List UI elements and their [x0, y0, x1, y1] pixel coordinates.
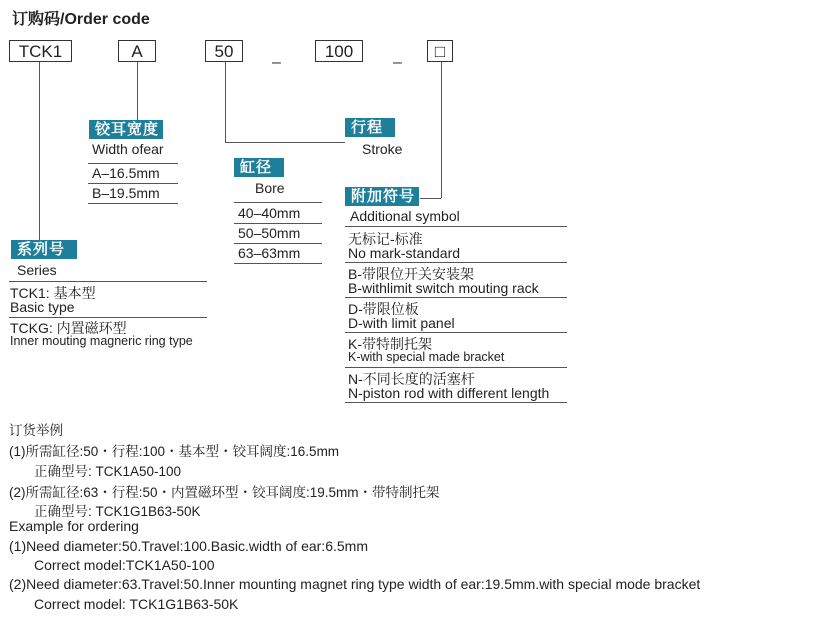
example-en-line: (1)Need diameter:50.Travel:100.Basic.width of ear:6.5mm [9, 538, 368, 554]
divider [345, 297, 567, 298]
additional-tag: 附加符号 [345, 187, 419, 206]
example-en-title: Example for ordering [9, 518, 139, 534]
divider [88, 163, 178, 164]
divider [345, 226, 567, 227]
additional-label: Additional symbol [350, 208, 460, 224]
divider [345, 367, 567, 368]
additional-item: N-不同长度的活塞杆 [348, 371, 475, 387]
stroke-label: Stroke [362, 141, 403, 157]
ear-item: B–19.5mm [92, 185, 160, 201]
additional-item: K-with special made bracket [348, 350, 505, 364]
example-cn-model: 正确型号: TCK1A50-100 [34, 464, 182, 479]
additional-item: B-带限位开关安装架 [348, 266, 474, 282]
connector-line [420, 198, 441, 199]
divider [9, 281, 207, 282]
page-title: 订购码/Order code [12, 11, 150, 28]
bore-item: 50–50mm [238, 225, 301, 241]
code-box-ear: A [118, 40, 156, 62]
example-en-model: Correct model: TCK1G1B63-50K [34, 596, 239, 612]
additional-item: K-带特制托架 [348, 336, 432, 352]
bore-item: 63–63mm [238, 245, 301, 261]
additional-item: B-withlimit switch mouting rack [348, 280, 539, 296]
connector-line [441, 62, 442, 198]
additional-item: D-带限位板 [348, 301, 419, 317]
code-box-additional: □ [427, 40, 453, 62]
divider [234, 223, 322, 224]
divider [88, 183, 178, 184]
example-cn-line: (1)所需缸径:50・行程:100・基本型・铰耳阔度:16.5mm [9, 444, 340, 459]
example-cn-line: (2)所需缸径:63・行程:50・内置磁环型・铰耳阔度:19.5mm・带特制托架 [9, 485, 440, 500]
code-box-stroke: 100 [315, 40, 363, 62]
example-en-line: (2)Need diameter:63.Travel:50.Inner mounting magnet ring type width of ear:19.5mm.with special mode bracket [9, 576, 701, 592]
connector-line [225, 62, 226, 142]
stroke-tag: 行程 [345, 118, 395, 137]
ear-label: Width ofear [92, 141, 164, 157]
example-cn-model: 正确型号: TCK1G1B63-50K [34, 504, 201, 519]
divider [234, 243, 322, 244]
connector-line [225, 142, 345, 143]
series-item: TCK1: 基本型 [10, 285, 96, 301]
divider [234, 263, 322, 264]
connector-line [39, 62, 40, 240]
code-dash: – [393, 54, 402, 71]
ear-tag: 铰耳宽度 [89, 120, 163, 139]
additional-item: D-with limit panel [348, 315, 455, 331]
example-cn-title: 订货举例 [9, 423, 63, 438]
additional-item: No mark-standard [348, 245, 461, 261]
bore-label: Bore [255, 180, 285, 196]
divider [345, 262, 567, 263]
ear-item: A–16.5mm [92, 165, 160, 181]
divider [345, 402, 567, 403]
series-item: Inner mouting magneric ring type [10, 334, 193, 348]
example-en-model: Correct model:TCK1A50-100 [34, 557, 215, 573]
bore-item: 40–40mm [238, 205, 301, 221]
bore-tag: 缸径 [234, 158, 284, 177]
divider [345, 332, 567, 333]
additional-item: 无标记-标准 [348, 231, 423, 247]
series-item: Basic type [10, 299, 75, 315]
additional-item: N-piston rod with different length [348, 385, 550, 401]
divider [234, 202, 322, 203]
divider [88, 203, 178, 204]
code-box-bore: 50 [205, 40, 243, 62]
series-tag: 系列号 [11, 240, 77, 259]
connector-line [137, 62, 138, 120]
series-label: Series [17, 262, 57, 278]
series-item: TCKG: 内置磁环型 [10, 320, 127, 336]
code-dash: – [272, 54, 281, 71]
code-box-series: TCK1 [9, 40, 72, 62]
